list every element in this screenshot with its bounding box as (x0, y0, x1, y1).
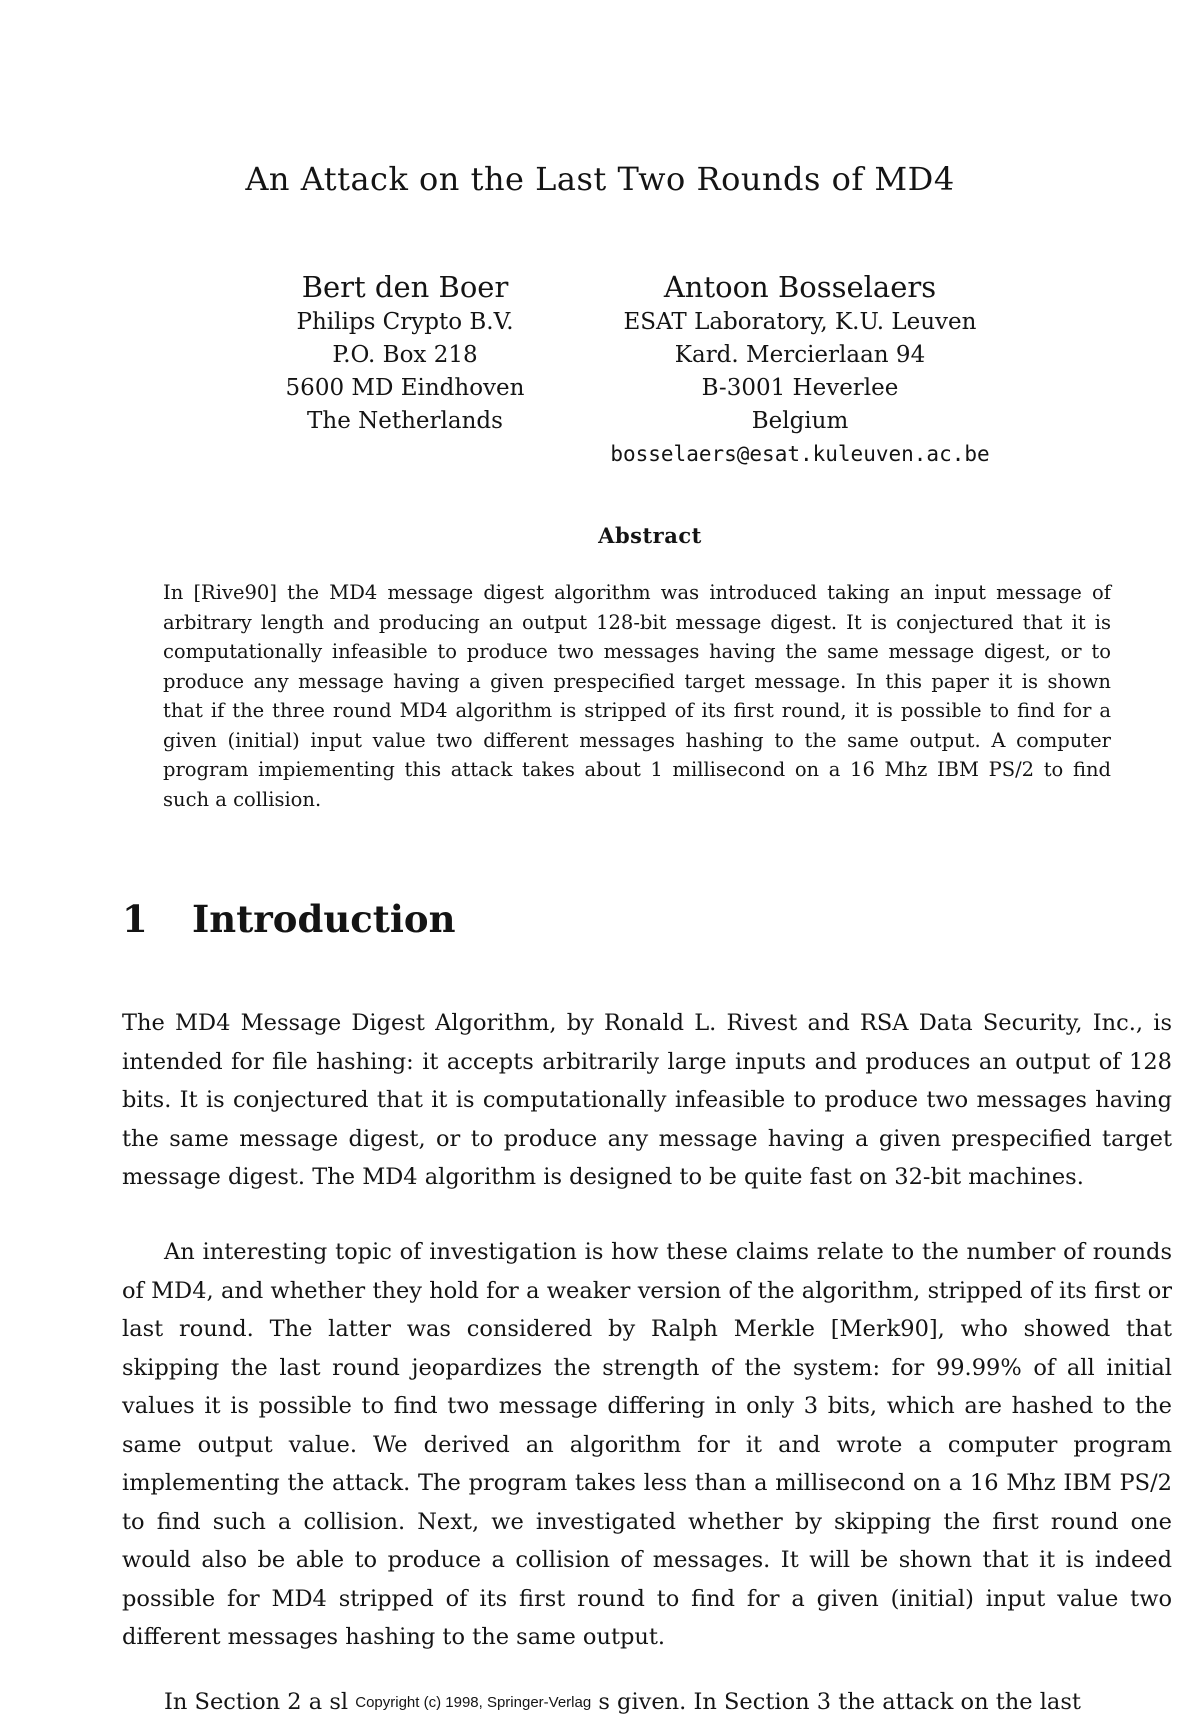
author-address-line: Kard. Mercierlaan 94 (674, 342, 926, 368)
section-heading (122, 897, 456, 941)
author-block-1 (255, 268, 555, 438)
body-paragraph-partial (122, 1683, 1172, 1722)
copyright-notice: Copyright (c) 1998, Springer-Verlag (355, 1693, 592, 1711)
paper-title: An Attack on the Last Two Rounds of MD4 (245, 160, 955, 198)
body-paragraph: The MD4 Message Digest Algorithm, by Ronald L. Rivest and RSA Data Security, Inc., is intended for file hashing: it accepts arbitrarily large inputs and produces an output of 128 bits. It is conjectured that it is computationally infeasible to produce two messages having the same message digest, or to produce any message having a given prespecified target message digest. The MD4 algorithm is designed to be quite fast on 32-bit machines. (122, 1010, 1172, 1190)
author-name: Bert den Boer (301, 270, 509, 304)
author-country: The Netherlands (307, 408, 503, 434)
paragraph-fragment-end: s given. In Section 3 the attack on the last (598, 1689, 1081, 1715)
author-block-2 (570, 268, 1030, 471)
author-address-line: P.O. Box 218 (332, 342, 478, 368)
abstract-heading: Abstract (598, 523, 702, 548)
paragraph-fragment-start: In Section 2 a sl (164, 1689, 349, 1715)
section-title: Introduction (192, 897, 456, 941)
author-name: Antoon Bosselaers (663, 270, 937, 304)
author-address-line: B-3001 Heverlee (701, 375, 899, 401)
author-affiliation: Philips Crypto B.V. (296, 309, 514, 335)
author-email: bosselaers@esat.kuleuven.ac.be (610, 442, 990, 466)
author-address-line: 5600 MD Eindhoven (285, 375, 525, 401)
section-number: 1 (122, 897, 148, 941)
body-paragraph: An interesting topic of investigation is how these claims relate to the number of rounds of MD4, and whether they hold for a weaker version of the algorithm, stripped of its first or last round. The latter was considered by Ralph Merkle [Merk90], who showed that skipping the last round jeopardizes the strength of the system: for 99.99% of all initial values it is possible to find two message differing in only 3 bits, which are hashed to the same output value. We derived an algorithm for it and wrote a computer program implementing the attack. The program takes less than a millisecond on a 16 Mhz IBM PS/2 to find such a collision. Next, we investigated whether by skipping the first round one would also be able to produce a collision of messages. It will be shown that it is indeed possible for MD4 stripped of its first round to find for a given (initial) input value two different messages hashing to the same output. (122, 1239, 1172, 1650)
abstract-text: In [Rive90] the MD4 message digest algorithm was introduced taking an input message of arbitrary length and producing an output 128-bit message digest. It is conjectured that it is computationally infeasible to produce two messages having the same message digest, or to produce any message having a given prespecified target message. In this paper it is shown that if the three round MD4 algorithm is stripped of its first round, it is possible to find for a given (initial) input value two different messages hashing to the same output. A computer program impiementing this attack takes about 1 millisecond on a 16 Mhz IBM PS/2 to find such a collision. (163, 581, 1111, 811)
author-country: Belgium (751, 408, 849, 434)
author-affiliation: ESAT Laboratory, K.U. Leuven (623, 309, 977, 335)
